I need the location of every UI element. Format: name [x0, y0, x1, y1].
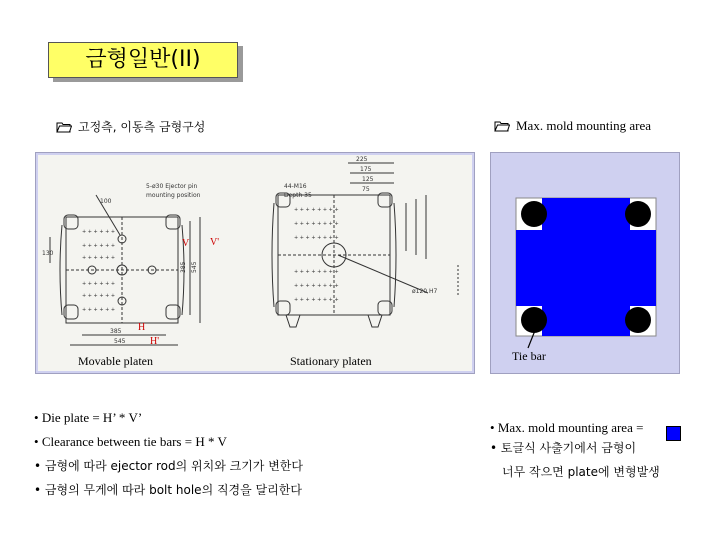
svg-text:+ + + + + + + +: + + + + + + + + [294, 283, 339, 289]
bolt-note-1: 44-M16 [284, 183, 307, 190]
svg-text:+ + + + + + + +: + + + + + + + + [294, 221, 339, 227]
bullet-text: 토글식 사출기에서 금형이 [500, 441, 637, 455]
svg-text:+ + + + + +: + + + + + + [82, 243, 116, 249]
mold-area-vertical [542, 198, 630, 336]
caption-stationary-platen: Stationary platen [290, 354, 372, 368]
svg-text:+ + + + + + + +: + + + + + + + + [294, 269, 339, 275]
bullet-text: 너무 작으면 plate에 변형발생 [502, 465, 660, 479]
bullet-item: • 토글식 사출기에서 금형이 [490, 441, 637, 455]
dim-125: 125 [362, 176, 374, 183]
right-bullet-list [490, 418, 660, 482]
svg-text:+ + + + + + + +: + + + + + + + + [294, 235, 339, 241]
bullet-item: • 금형에 따라 ejector rod의 위치와 크기가 변한다 [34, 459, 303, 473]
movable-platen-drawing [50, 195, 200, 345]
folder-icon [494, 120, 510, 132]
dim-225: 225 [356, 156, 368, 163]
bullet-text: 금형의 무게에 따라 bolt hole의 직경을 달리한다 [44, 483, 302, 497]
svg-text:+ + + + + + + +: + + + + + + + + [294, 207, 339, 213]
bullet-item: • Die plate = H’ * V’ [34, 410, 143, 425]
svg-text:+ + + + + + + +: + + + + + + + + [294, 297, 339, 303]
label-v: V [182, 238, 190, 249]
bullet-item: • Max. mold mounting area = [490, 418, 660, 438]
tie-bar-bottom-right [625, 307, 651, 333]
bullet-text: 금형에 따라 ejector rod의 위치와 크기가 변한다 [44, 459, 303, 473]
dim-545-v: 545 [191, 261, 198, 273]
dim-75: 75 [362, 186, 370, 193]
left-heading-label: 고정측, 이동측 금형구성 [78, 120, 206, 134]
bullet-text: Clearance between tie bars = H * V [41, 434, 227, 449]
mounting-area-diagram [490, 152, 680, 374]
dim-385: 385 [180, 261, 187, 273]
bolt-note-2: Depth 35 [284, 192, 312, 199]
label-h: H [138, 322, 146, 333]
blue-square-icon [666, 426, 681, 441]
svg-text:+ + + + + +: + + + + + + [82, 229, 116, 235]
bullet-item: • 금형의 무게에 따라 bolt hole의 직경을 달리한다 [34, 483, 302, 497]
dim-175: 175 [360, 166, 372, 173]
right-heading-label: Max. mold mounting area [516, 118, 652, 133]
slide-title: 금형일반(II) [48, 42, 238, 78]
dim-100: 100 [100, 198, 112, 205]
dim-545-h: 545 [114, 338, 126, 345]
svg-text:+ + + + + +: + + + + + + [82, 307, 116, 313]
svg-text:+ + + + + +: + + + + + + [82, 281, 116, 287]
caption-movable-platen: Movable platen [78, 354, 153, 368]
left-heading [56, 118, 205, 135]
dim-130: 130 [42, 250, 54, 257]
left-bullet-list [34, 406, 303, 502]
ejector-note-1: 5-ø30 Ejector pin [146, 183, 198, 190]
platen-drawing [38, 155, 472, 371]
bullet-item [490, 462, 660, 482]
ejector-note-2: mounting position [146, 192, 201, 199]
bullet-text: Max. mold mounting area = [497, 420, 644, 435]
tie-bar-label: Tie bar [512, 349, 546, 363]
svg-text:+ + + + + +: + + + + + + [82, 293, 116, 299]
tie-bar-top-right [625, 201, 651, 227]
label-v-prime: V' [210, 237, 220, 248]
tie-bar-top-left [521, 201, 547, 227]
dim-385-h: 385 [110, 328, 122, 335]
bullet-text: Die plate = H’ * V’ [41, 410, 143, 425]
right-heading [494, 118, 651, 134]
label-h-prime: H' [150, 336, 160, 347]
folder-icon [56, 121, 72, 133]
bullet-item: • Clearance between tie bars = H * V [34, 434, 227, 449]
tie-bar-bottom-left [521, 307, 547, 333]
dim-120: ø120 H7 [412, 288, 438, 295]
svg-text:+ + + + + +: + + + + + + [82, 255, 116, 261]
